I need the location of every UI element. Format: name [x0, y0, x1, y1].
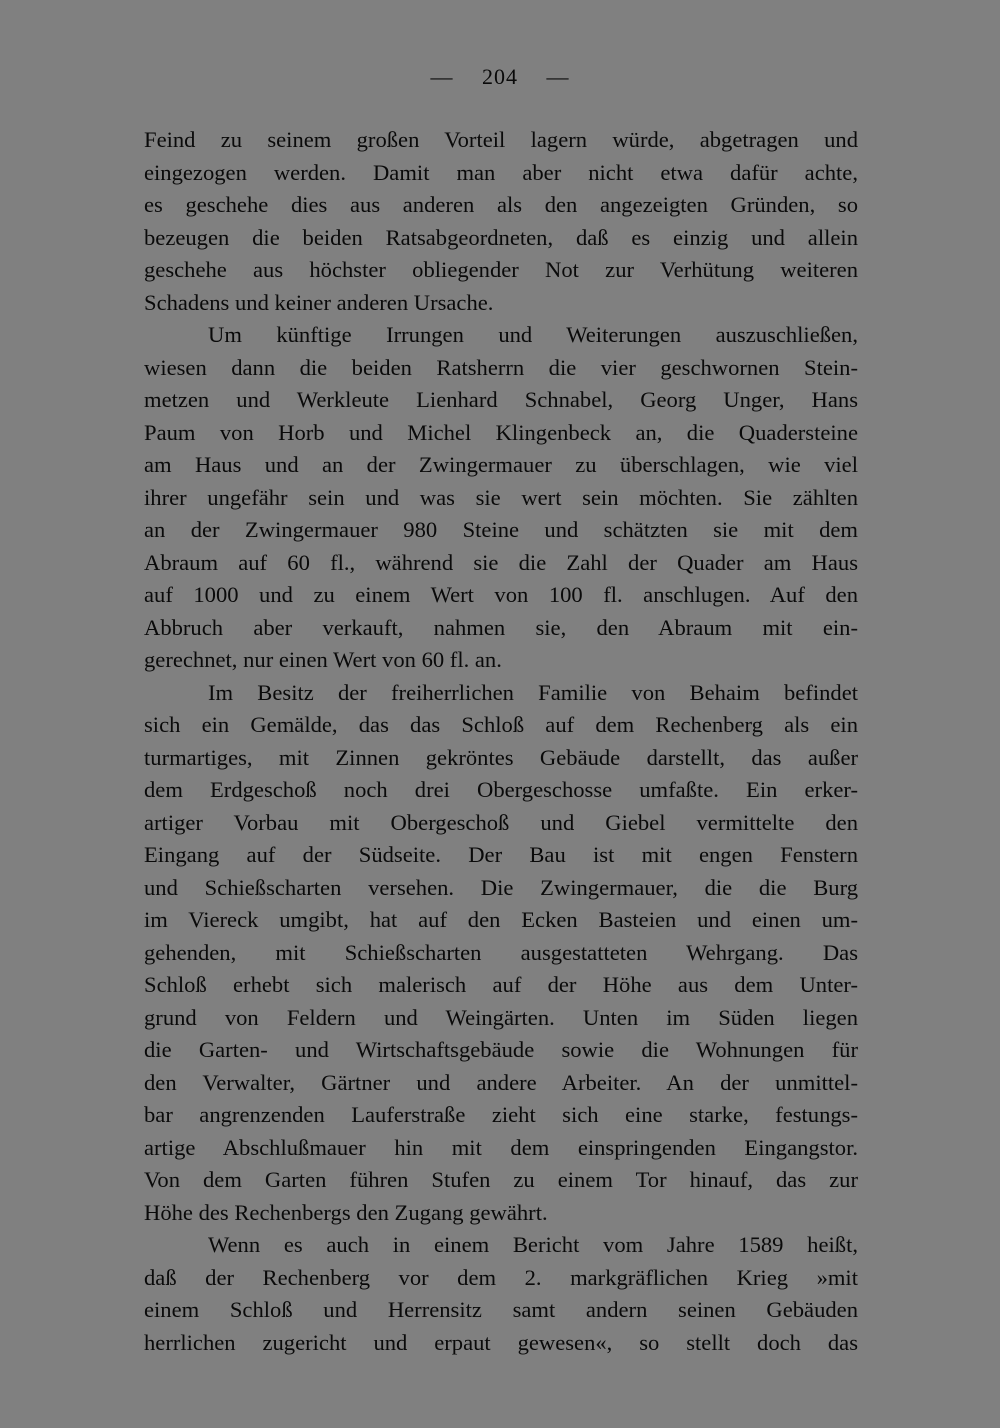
text-line: sich ein Gemälde, das das Schloß auf dem Rechenberg als ein: [144, 712, 858, 737]
text-line: gehenden, mit Schießscharten ausgestatteten Wehrgang. Das: [144, 939, 858, 965]
text-line: geschehe aus höchster obliegender Not zur Verhütung weiteren: [144, 257, 858, 282]
text-line: grund von Feldern und Weingärten. Unten im Süden liegen: [144, 1004, 858, 1030]
text-line: dem Erdgeschoß noch drei Obergeschosse umfaßte. Ein erker-: [144, 777, 858, 802]
text-line: wiesen dann die beiden Ratsherrn die vier geschwornen Stein-: [144, 354, 858, 380]
page-header: [0, 64, 1000, 90]
text-line: Abbruch aber verkauft, nahmen sie, den Abraum mit ein-: [144, 614, 858, 640]
text-line: Wenn es auch in einem Bericht vom Jahre 1589 heißt,: [208, 1232, 858, 1257]
text-line: artiger Vorbau mit Obergeschoß und Giebel vermittelte den: [144, 809, 858, 835]
text-line: ihrer ungefähr sein und was sie wert sein möchten. Sie zählten: [144, 484, 858, 510]
text-line: gerechnet, nur einen Wert von 60 fl. an.: [144, 647, 502, 672]
text-line: Höhe des Rechenbergs den Zugang gewährt.: [144, 1199, 548, 1225]
text-line: Eingang auf der Südseite. Der Bau ist mit engen Fenstern: [144, 842, 858, 867]
text-line: auf 1000 und zu einem Wert von 100 fl. anschlugen. Auf den: [144, 582, 858, 607]
paragraph: [144, 124, 858, 319]
body-text: [144, 124, 858, 1359]
text-line: Feind zu seinem großen Vorteil lagern würde, abgetragen und: [144, 127, 858, 152]
text-line: daß der Rechenberg vor dem 2. markgräflichen Krieg »mit: [144, 1264, 858, 1290]
text-line: Abraum auf 60 fl., während sie die Zahl der Quader am Haus: [144, 549, 858, 575]
paragraph: [144, 1229, 858, 1359]
text-line: Schadens und keiner anderen Ursache.: [144, 289, 494, 315]
text-line: bezeugen die beiden Ratsabgeordneten, daß es einzig und allein: [144, 224, 858, 250]
text-line: und Schießscharten versehen. Die Zwingermauer, die die Burg: [144, 874, 858, 900]
text-line: turmartiges, mit Zinnen gekröntes Gebäude darstellt, das außer: [144, 744, 858, 770]
text-line: am Haus und an der Zwingermauer zu überschlagen, wie viel: [144, 452, 858, 477]
text-line: artige Abschlußmauer hin mit dem einspringenden Eingangstor.: [144, 1134, 858, 1160]
text-line: Im Besitz der freiherrlichen Familie von Behaim befindet: [208, 679, 858, 705]
text-line: einem Schloß und Herrensitz samt andern seinen Gebäuden: [144, 1297, 858, 1322]
page-number: 204: [482, 64, 518, 89]
text-line: bar angrenzenden Lauferstraße zieht sich eine starke, festungs-: [144, 1102, 858, 1127]
text-line: Um künftige Irrungen und Weiterungen auszuschließen,: [208, 322, 858, 347]
text-line: herrlichen zugericht und erpaut gewesen«, so stellt doch das: [144, 1329, 858, 1355]
text-line: metzen und Werkleute Lienhard Schnabel, Georg Unger, Hans: [144, 387, 858, 412]
text-line: den Verwalter, Gärtner und andere Arbeiter. An der unmittel-: [144, 1069, 858, 1095]
text-line: Schloß erhebt sich malerisch auf der Höhe aus dem Unter-: [144, 972, 858, 997]
text-line: Paum von Horb und Michel Klingenbeck an, die Quadersteine: [144, 419, 858, 445]
header-dash-right: —: [546, 64, 570, 89]
paragraph: [144, 677, 858, 1230]
text-line: im Viereck umgibt, hat auf den Ecken Basteien und einen um-: [144, 907, 858, 932]
paragraph: [144, 319, 858, 677]
text-line: die Garten- und Wirtschaftsgebäude sowie die Wohnungen für: [144, 1037, 858, 1062]
text-line: es geschehe dies aus anderen als den angezeigten Gründen, so: [144, 192, 858, 217]
text-line: Von dem Garten führen Stufen zu einem Tor hinauf, das zur: [144, 1167, 858, 1192]
header-dash-left: —: [430, 64, 454, 89]
text-line: eingezogen werden. Damit man aber nicht etwa dafür achte,: [144, 159, 858, 185]
text-line: an der Zwingermauer 980 Steine und schätzten sie mit dem: [144, 517, 858, 542]
